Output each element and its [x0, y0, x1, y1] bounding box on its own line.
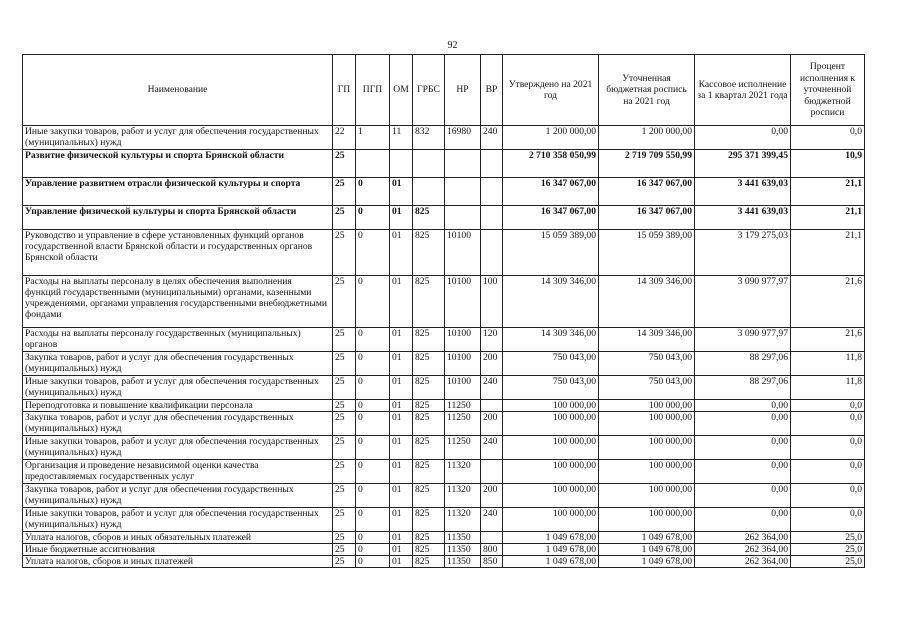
cell-percent: 21,1 [791, 178, 865, 206]
cell-percent: 21,6 [791, 276, 865, 328]
cell-name: Расходы на выплаты персоналу государственных (муниципальных) органов [23, 328, 333, 352]
cell-refined: 2 719 709 550,99 [599, 150, 695, 178]
cell-gp: 25 [333, 150, 356, 178]
cell-percent: 0,0 [791, 412, 865, 436]
cell-grbs: 825 [413, 508, 445, 532]
cell-refined: 1 049 678,00 [599, 532, 695, 544]
cell-name: Иные закупки товаров, работ и услуг для обеспечения государственных (муниципальных) нужд [23, 508, 333, 532]
cell-grbs: 832 [413, 126, 445, 150]
cell-ppgp: 0 [356, 508, 390, 532]
cell-vr: 240 [481, 436, 503, 460]
cell-gp: 25 [333, 400, 356, 412]
cell-ppgp: 0 [356, 484, 390, 508]
cell-cash: 262 364,00 [695, 532, 791, 544]
header-row [23, 55, 865, 126]
cell-gp: 25 [333, 460, 356, 484]
cell-gp: 25 [333, 276, 356, 328]
cell-cash: 0,00 [695, 412, 791, 436]
cell-om: 01 [390, 460, 413, 484]
cell-grbs: 825 [413, 484, 445, 508]
cell-om: 01 [390, 178, 413, 206]
table-row [23, 556, 865, 568]
cell-om: 01 [390, 436, 413, 460]
cell-grbs: 825 [413, 556, 445, 568]
cell-vr [481, 178, 503, 206]
cell-vr [481, 400, 503, 412]
cell-refined: 100 000,00 [599, 412, 695, 436]
header-grbs: ГРБС [413, 55, 445, 126]
cell-np: 10100 [445, 276, 481, 328]
header-gp: ГП [333, 55, 356, 126]
cell-np: 11320 [445, 484, 481, 508]
cell-percent: 21,1 [791, 230, 865, 276]
cell-name: Переподготовка и повышение квалификации персонала [23, 400, 333, 412]
cell-approved: 16 347 067,00 [503, 178, 599, 206]
cell-ppgp: 0 [356, 352, 390, 376]
cell-grbs: 825 [413, 544, 445, 556]
cell-gp: 25 [333, 556, 356, 568]
cell-np: 11320 [445, 460, 481, 484]
header-name: Наименование [23, 55, 333, 126]
cell-refined: 14 309 346,00 [599, 276, 695, 328]
cell-percent: 21,6 [791, 328, 865, 352]
cell-cash: 262 364,00 [695, 544, 791, 556]
cell-approved: 750 043,00 [503, 352, 599, 376]
cell-ppgp: 0 [356, 400, 390, 412]
cell-np: 11250 [445, 436, 481, 460]
cell-percent: 25,0 [791, 532, 865, 544]
cell-gp: 25 [333, 484, 356, 508]
cell-approved: 1 049 678,00 [503, 556, 599, 568]
cell-approved: 100 000,00 [503, 412, 599, 436]
cell-grbs [413, 178, 445, 206]
cell-percent: 11,8 [791, 352, 865, 376]
cell-refined: 16 347 067,00 [599, 178, 695, 206]
cell-np: 10100 [445, 352, 481, 376]
table-row [23, 412, 865, 436]
table-row [23, 178, 865, 206]
cell-name: Иные закупки товаров, работ и услуг для обеспечения государственных (муниципальных) нужд [23, 376, 333, 400]
cell-vr: 200 [481, 412, 503, 436]
cell-cash: 0,00 [695, 508, 791, 532]
cell-vr: 200 [481, 484, 503, 508]
cell-cash: 0,00 [695, 460, 791, 484]
cell-cash: 295 371 399,45 [695, 150, 791, 178]
cell-approved: 15 059 389,00 [503, 230, 599, 276]
cell-gp: 22 [333, 126, 356, 150]
cell-refined: 1 049 678,00 [599, 556, 695, 568]
cell-refined: 750 043,00 [599, 376, 695, 400]
cell-vr: 240 [481, 376, 503, 400]
cell-cash: 3 179 275,03 [695, 230, 791, 276]
header-ppgp: ПГП [356, 55, 390, 126]
cell-refined: 15 059 389,00 [599, 230, 695, 276]
cell-ppgp: 0 [356, 178, 390, 206]
cell-grbs: 825 [413, 532, 445, 544]
cell-np: 10100 [445, 230, 481, 276]
cell-percent: 0,0 [791, 436, 865, 460]
table-row [23, 276, 865, 328]
cell-cash: 262 364,00 [695, 556, 791, 568]
cell-name: Управление физической культуры и спорта Брянской области [23, 206, 333, 230]
cell-vr: 200 [481, 352, 503, 376]
cell-gp: 25 [333, 508, 356, 532]
cell-percent: 0,0 [791, 400, 865, 412]
cell-np [445, 206, 481, 230]
cell-refined: 100 000,00 [599, 400, 695, 412]
cell-refined: 14 309 346,00 [599, 328, 695, 352]
cell-ppgp: 0 [356, 412, 390, 436]
cell-approved: 100 000,00 [503, 484, 599, 508]
cell-grbs: 825 [413, 436, 445, 460]
cell-cash: 3 090 977,97 [695, 328, 791, 352]
header-refined: Уточненная бюджетная роспись на 2021 год [599, 55, 695, 126]
cell-np: 11350 [445, 544, 481, 556]
cell-approved: 1 049 678,00 [503, 544, 599, 556]
header-cash: Кассовое исполнение за 1 квартал 2021 года [695, 55, 791, 126]
cell-name: Иные закупки товаров, работ и услуг для обеспечения государственных (муниципальных) нужд [23, 436, 333, 460]
cell-np: 11320 [445, 508, 481, 532]
cell-ppgp: 0 [356, 230, 390, 276]
table-row [23, 328, 865, 352]
cell-name: Иные закупки товаров, работ и услуг для обеспечения государственных (муниципальных) нужд [23, 126, 333, 150]
cell-om: 01 [390, 376, 413, 400]
table-row [23, 206, 865, 230]
cell-gp: 25 [333, 230, 356, 276]
cell-np: 11250 [445, 412, 481, 436]
header-om: ОМ [390, 55, 413, 126]
cell-grbs: 825 [413, 376, 445, 400]
cell-gp: 25 [333, 544, 356, 556]
cell-approved: 14 309 346,00 [503, 276, 599, 328]
cell-grbs [413, 150, 445, 178]
cell-approved: 100 000,00 [503, 400, 599, 412]
cell-gp: 25 [333, 328, 356, 352]
cell-name: Уплата налогов, сборов и иных обязательных платежей [23, 532, 333, 544]
cell-vr [481, 532, 503, 544]
cell-cash: 0,00 [695, 436, 791, 460]
cell-refined: 100 000,00 [599, 436, 695, 460]
cell-approved: 2 710 358 050,99 [503, 150, 599, 178]
header-approved: Утверждено на 2021 год [503, 55, 599, 126]
table-row [23, 484, 865, 508]
cell-ppgp: 1 [356, 126, 390, 150]
cell-vr: 850 [481, 556, 503, 568]
cell-grbs: 825 [413, 328, 445, 352]
cell-name: Расходы на выплаты персоналу в целях обеспечения выполнения функций государственными (муниципальными) органами, казенными учреждениями, органами управления государственными внебюджетными фондами [23, 276, 333, 328]
table-row [23, 230, 865, 276]
cell-refined: 100 000,00 [599, 460, 695, 484]
cell-np: 11350 [445, 556, 481, 568]
cell-name: Закупка товаров, работ и услуг для обеспечения государственных (муниципальных) нужд [23, 352, 333, 376]
cell-grbs: 825 [413, 412, 445, 436]
cell-om: 01 [390, 544, 413, 556]
cell-percent: 25,0 [791, 544, 865, 556]
cell-cash: 3 441 639,03 [695, 206, 791, 230]
cell-name: Развитие физической культуры и спорта Брянской области [23, 150, 333, 178]
cell-np: 11250 [445, 400, 481, 412]
cell-om: 01 [390, 352, 413, 376]
cell-gp: 25 [333, 376, 356, 400]
cell-refined: 750 043,00 [599, 352, 695, 376]
cell-om: 01 [390, 276, 413, 328]
cell-percent: 25,0 [791, 556, 865, 568]
cell-om: 01 [390, 532, 413, 544]
cell-vr: 800 [481, 544, 503, 556]
cell-om: 01 [390, 230, 413, 276]
cell-vr [481, 150, 503, 178]
cell-ppgp: 0 [356, 544, 390, 556]
cell-gp: 25 [333, 206, 356, 230]
cell-approved: 100 000,00 [503, 436, 599, 460]
cell-gp: 25 [333, 436, 356, 460]
cell-grbs: 825 [413, 276, 445, 328]
header-np: НР [445, 55, 481, 126]
header-percent: Процент исполнения к уточненной бюджетной росписи [791, 55, 865, 126]
cell-percent: 0,0 [791, 460, 865, 484]
cell-cash: 3 090 977,97 [695, 276, 791, 328]
cell-cash: 3 441 639,03 [695, 178, 791, 206]
cell-grbs: 825 [413, 230, 445, 276]
cell-name: Руководство и управление в сфере установленных функций органов государственной власти Брянской области и государственных органов Брянской области [23, 230, 333, 276]
table-row [23, 508, 865, 532]
cell-ppgp: 0 [356, 532, 390, 544]
cell-np [445, 150, 481, 178]
cell-refined: 1 049 678,00 [599, 544, 695, 556]
cell-gp: 25 [333, 532, 356, 544]
cell-name: Закупка товаров, работ и услуг для обеспечения государственных (муниципальных) нужд [23, 484, 333, 508]
cell-percent: 0,0 [791, 484, 865, 508]
cell-om [390, 150, 413, 178]
cell-gp: 25 [333, 412, 356, 436]
cell-vr: 240 [481, 508, 503, 532]
cell-cash: 88 297,06 [695, 352, 791, 376]
cell-vr [481, 230, 503, 276]
cell-approved: 100 000,00 [503, 460, 599, 484]
cell-vr: 240 [481, 126, 503, 150]
cell-vr: 100 [481, 276, 503, 328]
table-row [23, 150, 865, 178]
cell-om: 01 [390, 328, 413, 352]
cell-percent: 21,1 [791, 206, 865, 230]
table-row [23, 460, 865, 484]
table-row [23, 532, 865, 544]
cell-refined: 1 200 000,00 [599, 126, 695, 150]
cell-ppgp: 0 [356, 436, 390, 460]
table-row [23, 400, 865, 412]
cell-om: 01 [390, 556, 413, 568]
cell-om: 01 [390, 206, 413, 230]
cell-approved: 14 309 346,00 [503, 328, 599, 352]
cell-approved: 1 049 678,00 [503, 532, 599, 544]
cell-percent: 0,0 [791, 508, 865, 532]
cell-grbs: 825 [413, 352, 445, 376]
cell-ppgp: 0 [356, 376, 390, 400]
cell-ppgp [356, 150, 390, 178]
cell-grbs: 825 [413, 460, 445, 484]
cell-refined: 100 000,00 [599, 508, 695, 532]
cell-np: 10100 [445, 328, 481, 352]
table-row [23, 544, 865, 556]
cell-ppgp: 0 [356, 276, 390, 328]
cell-name: Иные бюджетные ассигнования [23, 544, 333, 556]
cell-approved: 16 347 067,00 [503, 206, 599, 230]
cell-approved: 100 000,00 [503, 508, 599, 532]
cell-ppgp: 0 [356, 328, 390, 352]
cell-grbs: 825 [413, 206, 445, 230]
cell-om: 01 [390, 508, 413, 532]
cell-refined: 16 347 067,00 [599, 206, 695, 230]
cell-gp: 25 [333, 178, 356, 206]
cell-om: 01 [390, 484, 413, 508]
budget-table [22, 54, 865, 568]
cell-vr [481, 460, 503, 484]
cell-name: Управление развитием отрасли физической культуры и спорта [23, 178, 333, 206]
cell-vr [481, 206, 503, 230]
cell-refined: 100 000,00 [599, 484, 695, 508]
table-row [23, 436, 865, 460]
cell-vr: 120 [481, 328, 503, 352]
cell-name: Закупка товаров, работ и услуг для обеспечения государственных (муниципальных) нужд [23, 412, 333, 436]
table-row [23, 376, 865, 400]
cell-percent: 0,0 [791, 126, 865, 150]
cell-cash: 88 297,06 [695, 376, 791, 400]
cell-approved: 1 200 000,00 [503, 126, 599, 150]
cell-ppgp: 0 [356, 206, 390, 230]
cell-np [445, 178, 481, 206]
cell-percent: 11,8 [791, 376, 865, 400]
cell-np: 11350 [445, 532, 481, 544]
cell-approved: 750 043,00 [503, 376, 599, 400]
cell-np: 10100 [445, 376, 481, 400]
cell-cash: 0,00 [695, 484, 791, 508]
table-row [23, 352, 865, 376]
cell-name: Уплата налогов, сборов и иных платежей [23, 556, 333, 568]
cell-om: 11 [390, 126, 413, 150]
cell-ppgp: 0 [356, 556, 390, 568]
cell-ppgp: 0 [356, 460, 390, 484]
cell-om: 01 [390, 412, 413, 436]
cell-percent: 10,9 [791, 150, 865, 178]
cell-om: 01 [390, 400, 413, 412]
cell-cash: 0,00 [695, 126, 791, 150]
table-row [23, 126, 865, 150]
cell-np: 16980 [445, 126, 481, 150]
page-number: 92 [447, 40, 458, 51]
cell-cash: 0,00 [695, 400, 791, 412]
cell-name: Организация и проведение независимой оценки качества предоставляемых государственных услуг [23, 460, 333, 484]
header-vr: ВР [481, 55, 503, 126]
cell-gp: 25 [333, 352, 356, 376]
cell-grbs: 825 [413, 400, 445, 412]
